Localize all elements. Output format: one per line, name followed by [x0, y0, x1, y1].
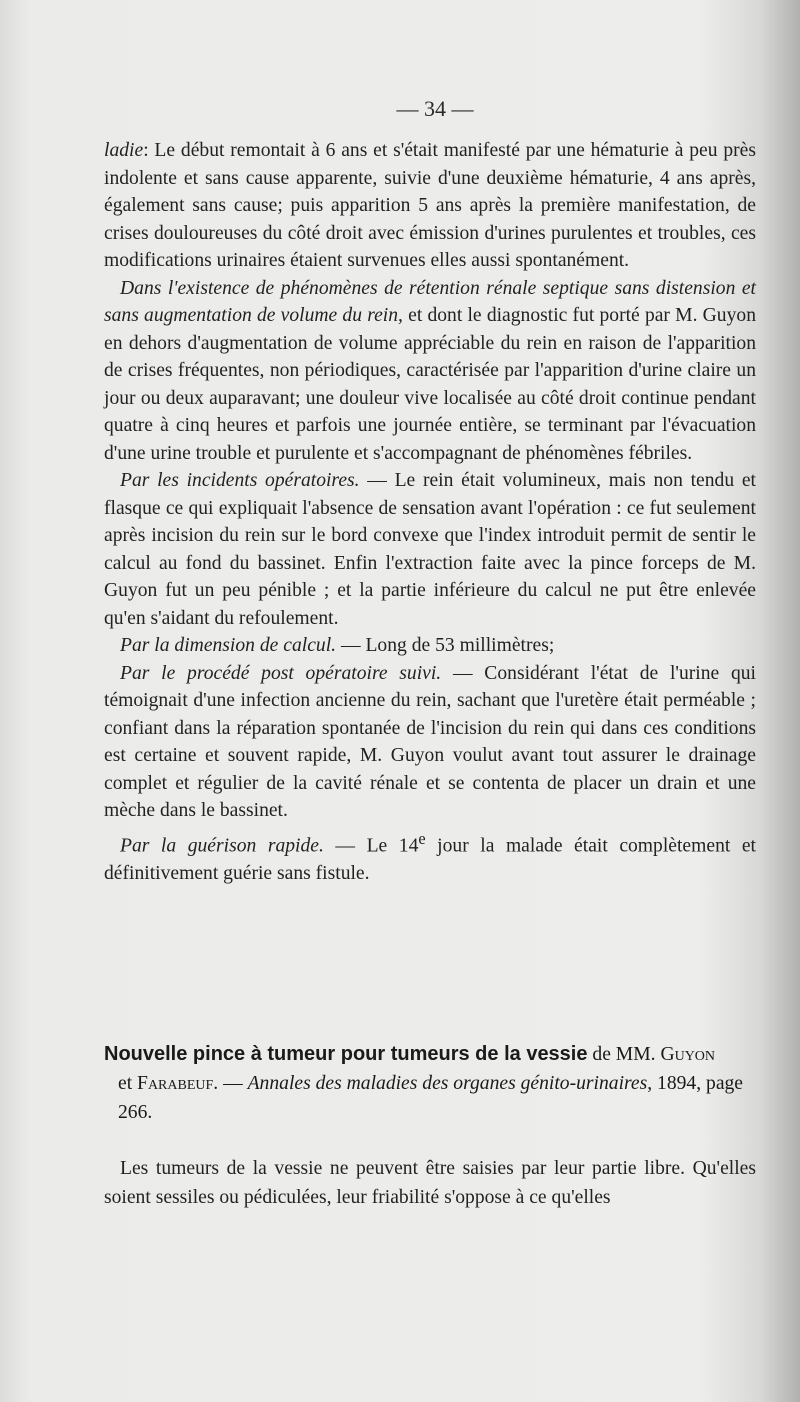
- paragraph-text: : Le début remontait à 6 ans et s'était manifesté par une hématurie à peu près indolente et sans cause apparente, suivie d'une deuxième hématurie, 4 ans après, également sans cause; puis apparition 5 ans après la première manifestation, de crises douloureuses du côté droit avec émission d'urines purulentes et troubles, ces modifications urinaires étaient survenues elles aussi spontanément.: [104, 140, 756, 271]
- author-name: Farabeuf: [137, 1073, 214, 1094]
- italic-heading: Par le procédé post opératoire suivi.: [120, 662, 442, 684]
- case-description-block: [104, 137, 756, 887]
- paragraph-text: — Le 14: [323, 835, 419, 857]
- paragraph-retention: [104, 275, 756, 468]
- italic-heading: Par les incidents opératoires.: [120, 470, 360, 491]
- paragraph-text: — Considérant l'état de l'urine qui témoignait d'une infection ancienne du rein, sachant que l'uretère était perméable ; confiant dans la réparation spontanée de l'incision du rein qui dans ces conditions est certaine et souvent rapide, M. Guyon voulut avant tout assurer le drainage complet et régulier de la cavité rénale et se contenta de placer un drain et une mèche dans le bassinet.: [104, 662, 756, 821]
- section-title: [104, 1040, 760, 1127]
- article-title: Nouvelle pince à tumeur pour tumeurs de la vessie: [104, 1043, 588, 1065]
- page-edge-shadow: [760, 0, 800, 1402]
- title-connector: . —: [213, 1073, 248, 1094]
- tumor-description-block: [104, 1154, 756, 1212]
- italic-continuation: ladie: [104, 140, 144, 161]
- italic-heading: Par la guérison rapide.: [120, 835, 324, 857]
- section-title-line-1: [104, 1040, 760, 1069]
- paragraph-text: — Long de 53 millimètres;: [336, 635, 555, 656]
- paragraph-recovery: [104, 825, 756, 888]
- section-title-line-2: [104, 1069, 760, 1127]
- paragraph-case-history: [104, 137, 756, 275]
- title-connector: et: [118, 1073, 138, 1094]
- author-name: Guyon: [660, 1044, 716, 1065]
- paragraph-dimension: [104, 632, 756, 660]
- paragraph-tumors: Les tumeurs de la vessie ne peuvent être saisies par leur partie libre. Qu'elles soient sessiles ou pédiculées, leur friabilité s'oppose à ce qu'elles: [104, 1158, 756, 1208]
- italic-heading: Dans l'existence de phénomènes de rétention rénale septique sans distension et sans augmentation de volume du rein,: [104, 277, 756, 326]
- paragraph-procedure: [104, 660, 756, 825]
- italic-heading: Par la dimension de calcul.: [120, 635, 337, 656]
- superscript-e: e: [418, 828, 426, 848]
- title-connector: de MM.: [587, 1044, 661, 1065]
- page-number: — 34 —: [396, 96, 474, 121]
- paragraph-text: jour la malade était complètement et définitivement guérie sans fistule.: [104, 835, 756, 884]
- paragraph-text: — Le rein était volumineux, mais non tendu et flasque ce qui expliquait l'absence de sensation avant l'opération : ce fut seulement après incision du rein sur le bord convexe que l'index introduit permit de sentir le calcul au fond du bassinet. Enfin l'extraction faite avec la pince forceps de M. Guyon fut un peu pénible ; et la partie inférieure du calcul ne put être enlevée qu'en s'aidant du refoulement.: [104, 470, 757, 629]
- paragraph-text: et dont le diagnostic fut porté par M. Guyon en dehors d'augmentation de volume appréciable du rein en raison de l'apparition de crises fréquentes, non périodiques, caractérisée par l'apparition d'urine claire un jour ou deux auparavant; une douleur vive localisée au côté droit continue pendant quatre à cinq heures et parfois une journée entière, se terminant par l'évacuation d'une urine trouble et purulente et s'accompagnant de phénomènes fébriles.: [104, 305, 756, 464]
- journal-name: Annales des maladies des organes génito-urinaires: [247, 1073, 648, 1094]
- paragraph-incidents: [104, 467, 756, 632]
- citation-details: , 1894, page 266.: [118, 1073, 744, 1123]
